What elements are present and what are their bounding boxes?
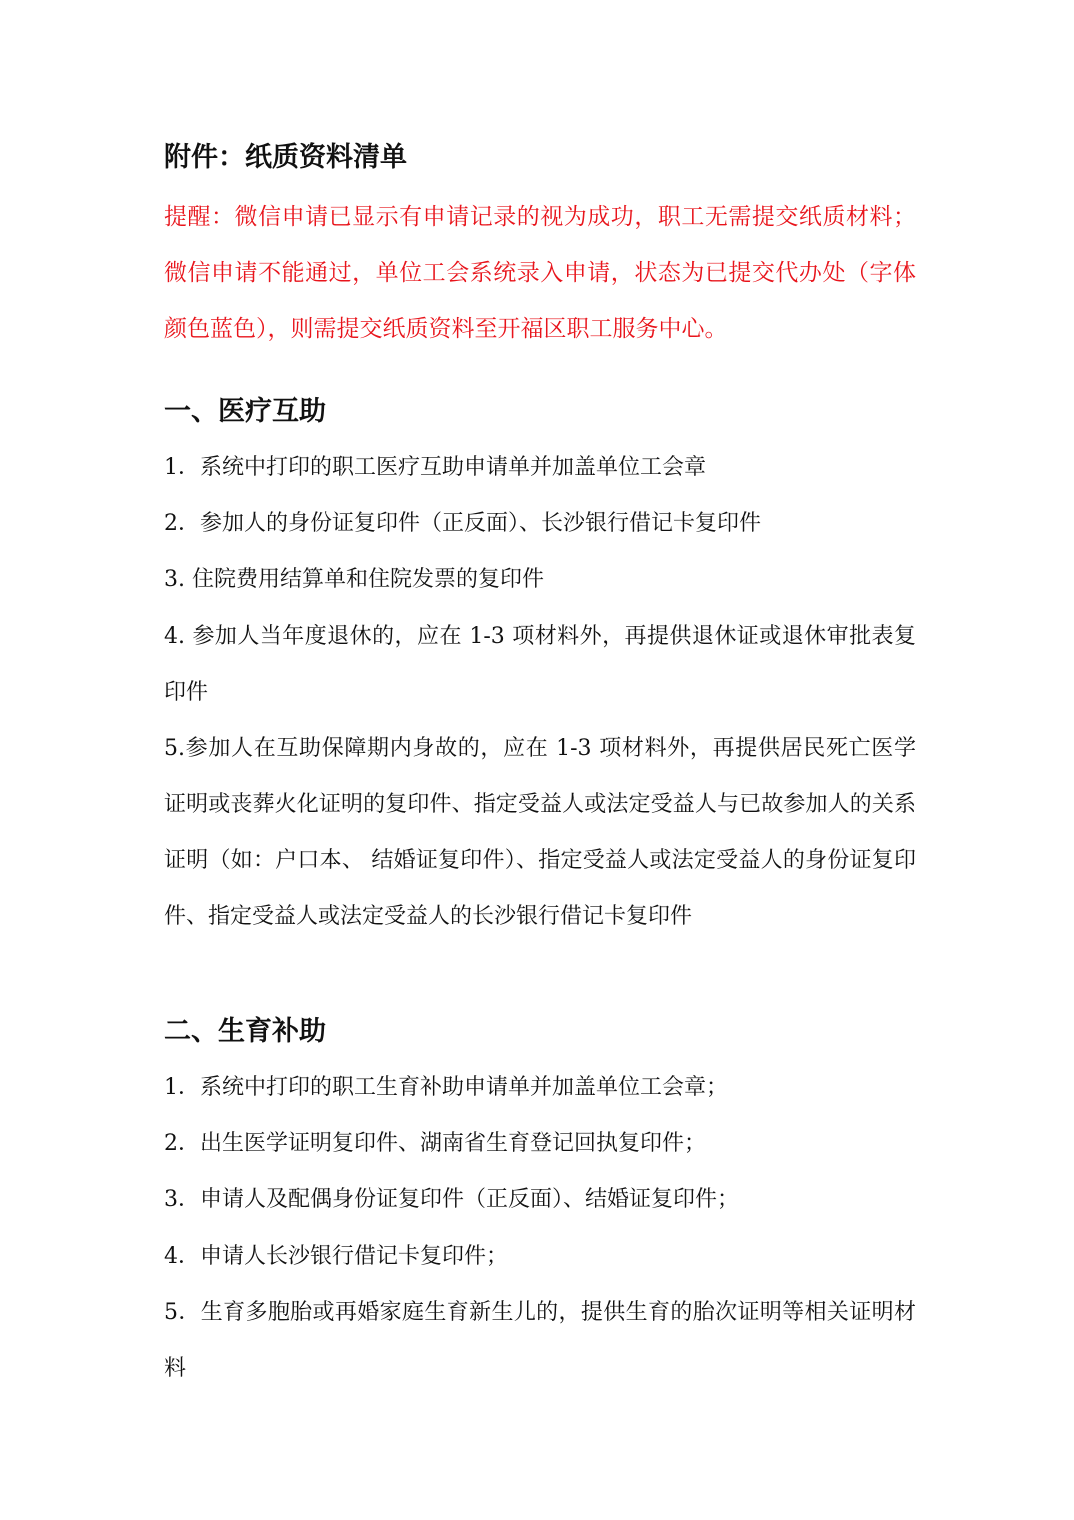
list-item: 5．生育多胞胎或再婚家庭生育新生儿的，提供生育的胎次证明等相关证明材料 [164,1300,916,1381]
list-item: 1．系统中打印的职工生育补助申请单并加盖单位工会章； [164,1075,728,1100]
list-item: 4. 参加人当年度退休的，应在 1-3 项材料外，再提供退休证或退休审批表复印件 [164,624,916,705]
list-item: 1．系统中打印的职工医疗互助申请单并加盖单位工会章 [164,455,706,480]
section-heading-medical: 一、医疗互助 [164,396,326,427]
reminder-notice: 提醒：微信申请已显示有申请记录的视为成功，职工无需提交纸质材料；微信申请不能通过，单位工会系统录入申请，状态为已提交代办处（字体颜色蓝色），则需提交纸质资料至开福区职工服务中心。 [164,204,916,342]
list-item: 5.参加人在互助保障期内身故的，应在 1-3 项材料外，再提供居民死亡医学证明或丧葬火化证明的复印件、指定受益人或法定受益人与已故参加人的关系证明（如：户口本、 结婚证复印件）、指定受益人或法定受益人的身份证复印件、指定受益人或法定受益人的长沙银行借记卡复印件 [164,736,916,929]
document-title: 附件：纸质资料清单 [164,142,407,173]
section-heading-maternity: 二、生育补助 [164,1016,326,1047]
list-item: 3. 住院费用结算单和住院发票的复印件 [164,567,544,592]
list-item: 4．申请人长沙银行借记卡复印件； [164,1244,508,1269]
list-item: 2．出生医学证明复印件、湖南省生育登记回执复印件； [164,1131,706,1156]
list-item: 3．申请人及配偶身份证复印件（正反面）、结婚证复印件； [164,1187,739,1212]
list-item: 2．参加人的身份证复印件（正反面）、长沙银行借记卡复印件 [164,511,761,536]
